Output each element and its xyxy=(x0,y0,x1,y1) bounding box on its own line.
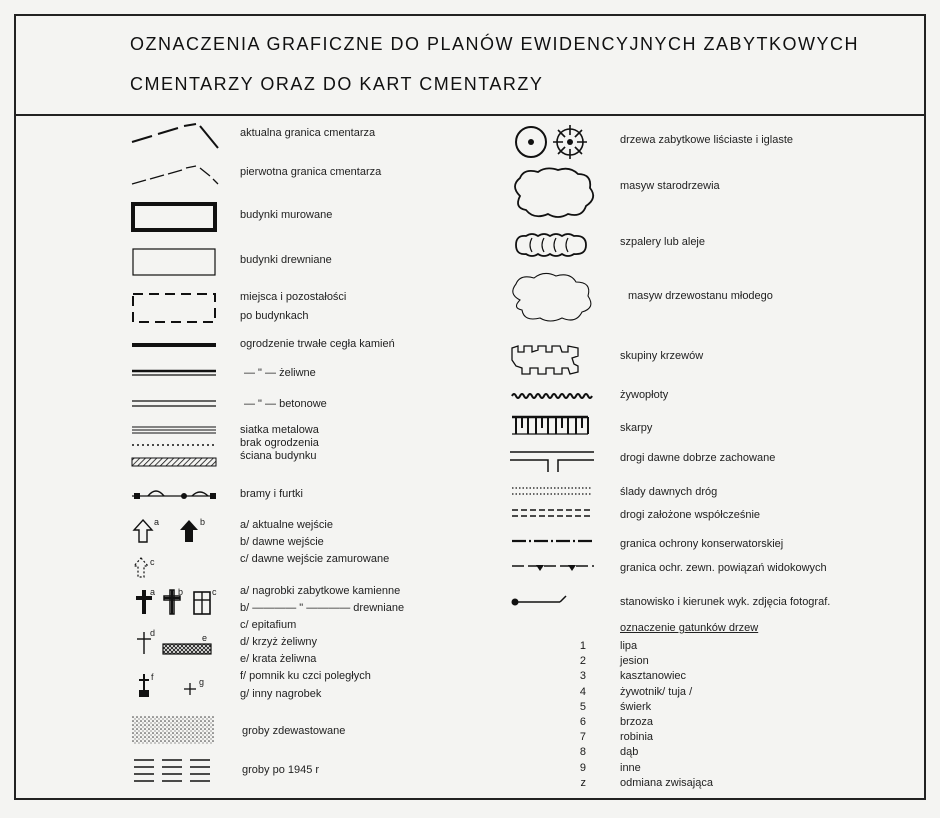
icon-letter-d: d xyxy=(150,628,156,638)
species-number: 9 xyxy=(579,761,586,774)
modern-roads-symbol xyxy=(510,506,594,520)
species-name: jesion xyxy=(620,655,649,668)
species-name: robinia xyxy=(620,731,654,744)
label-hedges: żywopłoty xyxy=(620,389,669,401)
label-tomb-a: a/ nagrobki zabytkowe kamienne xyxy=(240,585,401,597)
original-boundary-symbol xyxy=(130,162,220,190)
label-tomb-g: g/ inny nagrobek xyxy=(240,688,322,700)
devastated-graves-symbol xyxy=(132,716,216,746)
label-entrance-c: c/ dawne wejście zamurowane xyxy=(240,553,390,565)
label-modern-roads: drogi założone współcześnie xyxy=(620,509,761,521)
species-name: świerk xyxy=(620,700,652,713)
species-number: 3 xyxy=(579,670,586,683)
label-view-boundary: granica ochr. zewn. powiązań widokowych xyxy=(620,562,827,574)
species-number: 1 xyxy=(579,640,586,652)
icon-letter-e: e xyxy=(202,633,208,643)
title-line-1: OZNACZENIA GRAFICZNE DO PLANÓW EWIDENCYJNYCH ZABYTKOWYCH xyxy=(130,34,860,54)
building-remains-symbol xyxy=(130,288,220,328)
shrub-groups-symbol xyxy=(508,340,584,380)
label-old-roads: drogi dawne dobrze zachowane xyxy=(620,452,776,464)
conservation-boundary-symbol xyxy=(510,536,596,546)
icon-letter-c2: c xyxy=(212,587,217,597)
building-wall-symbol xyxy=(130,456,220,468)
species-name: brzoza xyxy=(620,716,654,728)
post-1945-graves-symbol xyxy=(132,756,216,784)
label-remains-1: miejsca i pozostałości xyxy=(240,291,347,303)
cast-iron-fence-symbol xyxy=(130,366,220,380)
label-post-1945: groby po 1945 r xyxy=(242,764,320,776)
label-cast-iron: — " — żeliwne xyxy=(244,367,316,379)
label-devastated: groby zdewastowane xyxy=(242,725,346,737)
label-road-traces: ślady dawnych dróg xyxy=(620,486,718,498)
species-name: lipa xyxy=(620,640,638,652)
label-old-trees: masyw starodrzewia xyxy=(620,180,720,192)
slopes-symbol xyxy=(510,414,590,438)
species-number: z xyxy=(580,776,586,789)
label-photo-position: stanowisko i kierunek wyk. zdjęcia fotograf. xyxy=(620,596,831,608)
species-number: 8 xyxy=(579,746,586,759)
historic-trees-symbol xyxy=(512,122,592,162)
concrete-fence-symbol xyxy=(130,397,220,411)
wooden-building-symbol xyxy=(130,245,220,279)
species-name: żywotnik/ tuja / xyxy=(620,685,693,698)
label-original-boundary: pierwotna granica cmentarza xyxy=(240,166,382,178)
walled-entrance-icon xyxy=(132,556,150,580)
tree-rows-symbol xyxy=(510,230,594,260)
title-line-2: CMENTARZY ORAZ DO KART CMENTARZY xyxy=(130,74,544,94)
label-historic-trees: drzewa zabytkowe liściaste i iglaste xyxy=(620,134,794,146)
permanent-fence-symbol xyxy=(130,338,220,352)
label-young-stand: masyw drzewostanu młodego xyxy=(628,290,773,302)
species-number: 5 xyxy=(579,700,586,713)
species-name: odmiana zwisająca xyxy=(620,776,713,789)
label-masonry: budynki murowane xyxy=(240,209,333,221)
current-boundary-symbol xyxy=(130,122,220,152)
label-tomb-b: b/ ———— " ———— drewniane xyxy=(240,602,405,614)
epitaph-icon xyxy=(192,590,212,616)
label-tomb-d: d/ krzyż żeliwny xyxy=(240,636,318,648)
species-title: oznaczenie gatunków drzew xyxy=(620,622,759,634)
species-name: inne xyxy=(620,761,641,774)
label-no-fence: brak ogrodzenia xyxy=(240,437,319,449)
label-remains-2: po budynkach xyxy=(240,310,309,322)
icon-letter-f: f xyxy=(151,672,154,682)
species-number: 7 xyxy=(579,731,586,744)
label-conservation: granica ochrony konserwatorskiej xyxy=(620,538,784,550)
old-roads-symbol xyxy=(508,446,596,474)
label-tomb-f: f/ pomnik ku czci poległych xyxy=(240,670,371,682)
photo-position-symbol xyxy=(510,592,570,608)
icon-letter-a: a xyxy=(154,517,160,527)
masonry-building-symbol xyxy=(130,200,220,234)
species-number: 2 xyxy=(579,655,586,668)
former-entrance-icon xyxy=(178,518,200,544)
view-boundary-symbol xyxy=(510,560,596,574)
label-tree-rows: szpalery lub aleje xyxy=(620,236,705,248)
label-gates: bramy i furtki xyxy=(240,488,303,500)
label-tomb-e: e/ krata żeliwna xyxy=(240,653,317,665)
old-road-traces-symbol xyxy=(510,484,594,498)
label-permanent-fence: ogrodzenie trwałe cegła kamień xyxy=(240,338,395,350)
title-separator xyxy=(14,114,926,116)
metal-mesh-symbol xyxy=(130,424,220,436)
icon-letter-b2: b xyxy=(178,587,184,597)
young-stand-symbol xyxy=(506,270,598,326)
label-metal-mesh: siatka metalowa xyxy=(240,424,319,436)
label-shrubs: skupiny krzewów xyxy=(620,350,704,362)
species-number: 4 xyxy=(579,685,586,698)
label-entrance-b: b/ dawne wejście xyxy=(240,536,324,548)
icon-letter-g: g xyxy=(199,677,205,687)
label-entrance-a: a/ aktualne wejście xyxy=(240,519,333,531)
species-name: kasztanowiec xyxy=(620,670,687,683)
species-number: 6 xyxy=(579,716,586,728)
old-tree-stand-symbol xyxy=(510,166,596,220)
label-tomb-c: c/ epitafium xyxy=(240,619,297,631)
label-current-boundary: aktualna granica cmentarza xyxy=(240,127,376,139)
current-entrance-icon xyxy=(132,518,154,544)
other-tomb-icon xyxy=(183,682,197,696)
label-building-wall: ściana budynku xyxy=(240,450,317,462)
label-concrete: — " — betonowe xyxy=(244,398,327,410)
icon-letter-b: b xyxy=(200,517,206,527)
label-wooden: budynki drewniane xyxy=(240,254,332,266)
hedges-symbol xyxy=(510,390,594,402)
no-fence-symbol xyxy=(130,441,220,449)
label-slopes: skarpy xyxy=(620,422,653,434)
species-name: dąb xyxy=(620,746,639,759)
icon-letter-c: c xyxy=(150,557,155,567)
gates-symbol xyxy=(130,484,220,504)
icon-letter-a2: a xyxy=(150,587,156,597)
